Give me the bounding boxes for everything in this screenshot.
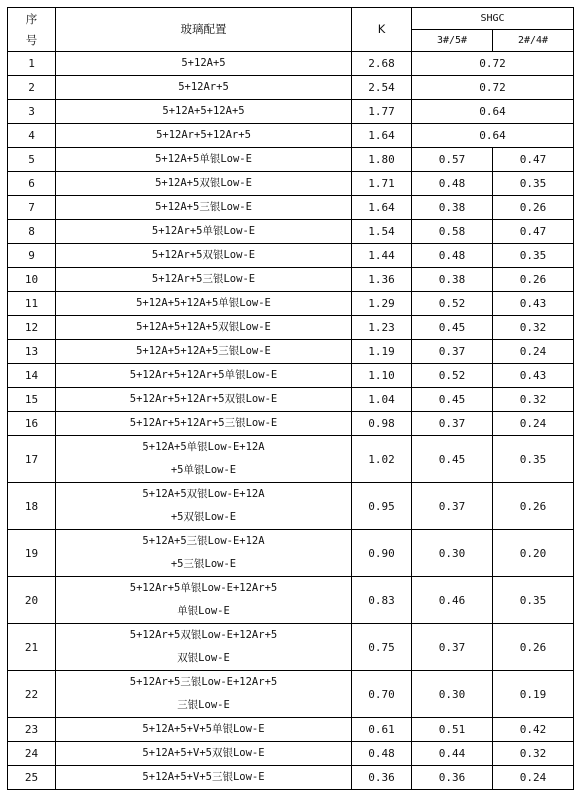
- shgc-2-4-value: 0.35: [493, 172, 574, 196]
- row-number: 24: [8, 742, 56, 766]
- table-row: [8, 52, 574, 76]
- glass-config: [56, 148, 352, 172]
- glass-config: [56, 220, 352, 244]
- row-number: 10: [8, 268, 56, 292]
- glass-config: [56, 268, 352, 292]
- table-row: [8, 718, 574, 742]
- shgc-2-4-value: 0.24: [493, 340, 574, 364]
- k-value: 1.77: [352, 100, 412, 124]
- k-value: 0.83: [352, 577, 412, 624]
- glass-config: [56, 624, 352, 671]
- glass-config: [56, 483, 352, 530]
- glass-config-line: 5+12Ar+5单银Low-E+12Ar+5: [129, 582, 278, 594]
- table-row: [8, 577, 574, 624]
- glass-config-line: 5+12A+5+12A+5双银Low-E: [136, 321, 271, 333]
- glass-config: [56, 742, 352, 766]
- k-value: 1.64: [352, 196, 412, 220]
- table-row: [8, 220, 574, 244]
- glass-config-line: 5+12A+5单银Low-E+12A: [142, 441, 265, 453]
- glass-config-line: 5+12A+5三银Low-E+12A: [142, 535, 265, 547]
- glass-config: [56, 671, 352, 718]
- glass-config: [56, 436, 352, 483]
- glass-table-container: [7, 7, 574, 790]
- table-row: [8, 742, 574, 766]
- header-no: [8, 8, 56, 52]
- glass-config-line: 5+12A+5单银Low-E: [155, 153, 252, 165]
- shgc-2-4-value: 0.26: [493, 196, 574, 220]
- table-row: [8, 624, 574, 671]
- glass-config-line: 5+12A+5+V+5单银Low-E: [142, 723, 265, 735]
- shgc-3-5-value: 0.57: [412, 148, 493, 172]
- shgc-3-5-value: 0.48: [412, 244, 493, 268]
- shgc-3-5-value: 0.45: [412, 388, 493, 412]
- row-number: 9: [8, 244, 56, 268]
- row-number: 4: [8, 124, 56, 148]
- glass-config: [56, 718, 352, 742]
- glass-config-line: 5+12A+5+V+5三银Low-E: [142, 771, 265, 783]
- shgc-3-5-value: 0.52: [412, 292, 493, 316]
- row-number: 6: [8, 172, 56, 196]
- header-shgc: SHGC: [412, 8, 574, 30]
- table-row: [8, 412, 574, 436]
- row-number: 16: [8, 412, 56, 436]
- k-value: 0.36: [352, 766, 412, 790]
- k-value: 2.68: [352, 52, 412, 76]
- glass-config: [56, 388, 352, 412]
- table-row: [8, 76, 574, 100]
- glass-config: [56, 766, 352, 790]
- glass-config: [56, 100, 352, 124]
- table-row: [8, 172, 574, 196]
- glass-config-line: 5+12A+5+V+5双银Low-E: [142, 747, 265, 759]
- shgc-3-5-value: 0.30: [412, 671, 493, 718]
- glass-config-line: 5+12Ar+5+12Ar+5双银Low-E: [129, 393, 278, 405]
- row-number: 7: [8, 196, 56, 220]
- table-row: [8, 292, 574, 316]
- shgc-3-5-value: 0.52: [412, 364, 493, 388]
- glass-config: [56, 577, 352, 624]
- k-value: 1.04: [352, 388, 412, 412]
- table-row: [8, 364, 574, 388]
- k-value: 1.36: [352, 268, 412, 292]
- row-number: 8: [8, 220, 56, 244]
- row-number: 23: [8, 718, 56, 742]
- table-row: [8, 148, 574, 172]
- shgc-2-4-value: 0.24: [493, 766, 574, 790]
- shgc-3-5-value: 0.51: [412, 718, 493, 742]
- table-row: [8, 100, 574, 124]
- glass-config-line: 5+12A+5双银Low-E+12A: [142, 488, 265, 500]
- shgc-2-4-value: 0.47: [493, 148, 574, 172]
- shgc-2-4-value: 0.32: [493, 388, 574, 412]
- shgc-3-5-value: 0.45: [412, 436, 493, 483]
- glass-config: [56, 292, 352, 316]
- glass-config: [56, 124, 352, 148]
- glass-config-line: 5+12A+5+12A+5单银Low-E: [136, 297, 271, 309]
- k-value: 1.10: [352, 364, 412, 388]
- glass-config-line: 5+12Ar+5三银Low-E+12Ar+5: [129, 676, 278, 688]
- shgc-3-5-value: 0.37: [412, 483, 493, 530]
- glass-config: [56, 530, 352, 577]
- k-value: 2.54: [352, 76, 412, 100]
- k-value: 0.70: [352, 671, 412, 718]
- glass-config: [56, 412, 352, 436]
- shgc-3-5-value: 0.46: [412, 577, 493, 624]
- glass-config-line: 5+12Ar+5双银Low-E: [151, 249, 256, 261]
- row-number: 21: [8, 624, 56, 671]
- glass-config-line: 5+12Ar+5双银Low-E+12Ar+5: [129, 629, 278, 641]
- glass-config-line: 双银Low-E: [177, 652, 230, 664]
- shgc-value: 0.72: [412, 52, 574, 76]
- shgc-3-5-value: 0.37: [412, 340, 493, 364]
- glass-config-line: 5+12Ar+5: [178, 81, 229, 93]
- k-value: 0.61: [352, 718, 412, 742]
- shgc-2-4-value: 0.43: [493, 292, 574, 316]
- k-value: 1.19: [352, 340, 412, 364]
- header-shgc-2-4: 2#/4#: [493, 30, 574, 52]
- table-row: [8, 483, 574, 530]
- header-row: [8, 8, 574, 30]
- header-shgc-3-5: 3#/5#: [412, 30, 493, 52]
- glass-config: [56, 316, 352, 340]
- row-number: 12: [8, 316, 56, 340]
- shgc-3-5-value: 0.36: [412, 766, 493, 790]
- glass-config-line: 5+12Ar+5+12Ar+5: [156, 129, 251, 141]
- glass-config-line: 5+12Ar+5单银Low-E: [151, 225, 256, 237]
- table-row: [8, 766, 574, 790]
- shgc-2-4-value: 0.43: [493, 364, 574, 388]
- shgc-3-5-value: 0.30: [412, 530, 493, 577]
- glass-config: [56, 172, 352, 196]
- shgc-3-5-value: 0.44: [412, 742, 493, 766]
- k-value: 1.02: [352, 436, 412, 483]
- k-value: 1.44: [352, 244, 412, 268]
- glass-config-line: 5+12A+5双银Low-E: [155, 177, 252, 189]
- table-row: [8, 340, 574, 364]
- k-value: 1.80: [352, 148, 412, 172]
- row-number: 14: [8, 364, 56, 388]
- shgc-value: 0.72: [412, 76, 574, 100]
- k-value: 1.64: [352, 124, 412, 148]
- glass-config-line: 5+12A+5+12A+5: [162, 105, 245, 117]
- table-row: [8, 196, 574, 220]
- shgc-3-5-value: 0.38: [412, 196, 493, 220]
- glass-config-line: 5+12A+5: [181, 57, 226, 69]
- row-number: 15: [8, 388, 56, 412]
- table-row: [8, 316, 574, 340]
- shgc-2-4-value: 0.26: [493, 483, 574, 530]
- table-row: [8, 268, 574, 292]
- shgc-2-4-value: 0.35: [493, 577, 574, 624]
- row-number: 17: [8, 436, 56, 483]
- shgc-2-4-value: 0.20: [493, 530, 574, 577]
- glass-config-line: 5+12Ar+5+12Ar+5单银Low-E: [129, 369, 278, 381]
- shgc-2-4-value: 0.19: [493, 671, 574, 718]
- shgc-3-5-value: 0.37: [412, 412, 493, 436]
- table-row: [8, 124, 574, 148]
- row-number: 18: [8, 483, 56, 530]
- shgc-2-4-value: 0.47: [493, 220, 574, 244]
- glass-config-table: [7, 7, 574, 790]
- table-row: [8, 244, 574, 268]
- shgc-3-5-value: 0.48: [412, 172, 493, 196]
- table-row: [8, 530, 574, 577]
- k-value: 0.98: [352, 412, 412, 436]
- header-config: 玻璃配置: [56, 8, 352, 52]
- glass-config-line: +5单银Low-E: [170, 464, 237, 476]
- shgc-2-4-value: 0.26: [493, 624, 574, 671]
- shgc-3-5-value: 0.37: [412, 624, 493, 671]
- table-row: [8, 436, 574, 483]
- row-number: 13: [8, 340, 56, 364]
- glass-config-line: 5+12Ar+5+12Ar+5三银Low-E: [129, 417, 278, 429]
- glass-config: [56, 244, 352, 268]
- glass-config: [56, 196, 352, 220]
- table-row: [8, 388, 574, 412]
- row-number: 25: [8, 766, 56, 790]
- glass-config-line: 三银Low-E: [177, 699, 230, 711]
- glass-config-line: 5+12Ar+5三银Low-E: [151, 273, 256, 285]
- glass-config: [56, 52, 352, 76]
- glass-config: [56, 364, 352, 388]
- glass-config: [56, 340, 352, 364]
- shgc-value: 0.64: [412, 124, 574, 148]
- row-number: 1: [8, 52, 56, 76]
- row-number: 22: [8, 671, 56, 718]
- row-number: 5: [8, 148, 56, 172]
- k-value: 0.75: [352, 624, 412, 671]
- k-value: 0.90: [352, 530, 412, 577]
- shgc-2-4-value: 0.35: [493, 436, 574, 483]
- header-no-line2: 号: [25, 32, 38, 47]
- row-number: 3: [8, 100, 56, 124]
- row-number: 19: [8, 530, 56, 577]
- shgc-value: 0.64: [412, 100, 574, 124]
- glass-config-line: +5双银Low-E: [170, 511, 237, 523]
- k-value: 0.48: [352, 742, 412, 766]
- shgc-2-4-value: 0.42: [493, 718, 574, 742]
- shgc-2-4-value: 0.24: [493, 412, 574, 436]
- row-number: 2: [8, 76, 56, 100]
- table-row: [8, 671, 574, 718]
- glass-config-line: +5三银Low-E: [170, 558, 237, 570]
- shgc-2-4-value: 0.35: [493, 244, 574, 268]
- header-no-line1: 序: [25, 11, 38, 26]
- glass-config-line: 5+12A+5+12A+5三银Low-E: [136, 345, 271, 357]
- k-value: 1.54: [352, 220, 412, 244]
- shgc-2-4-value: 0.32: [493, 742, 574, 766]
- header-k: K: [352, 8, 412, 52]
- shgc-3-5-value: 0.45: [412, 316, 493, 340]
- shgc-2-4-value: 0.32: [493, 316, 574, 340]
- row-number: 20: [8, 577, 56, 624]
- glass-config-line: 单银Low-E: [177, 605, 230, 617]
- k-value: 1.23: [352, 316, 412, 340]
- shgc-3-5-value: 0.38: [412, 268, 493, 292]
- glass-config: [56, 76, 352, 100]
- k-value: 1.71: [352, 172, 412, 196]
- glass-config-line: 5+12A+5三银Low-E: [155, 201, 252, 213]
- shgc-2-4-value: 0.26: [493, 268, 574, 292]
- k-value: 1.29: [352, 292, 412, 316]
- k-value: 0.95: [352, 483, 412, 530]
- shgc-3-5-value: 0.58: [412, 220, 493, 244]
- row-number: 11: [8, 292, 56, 316]
